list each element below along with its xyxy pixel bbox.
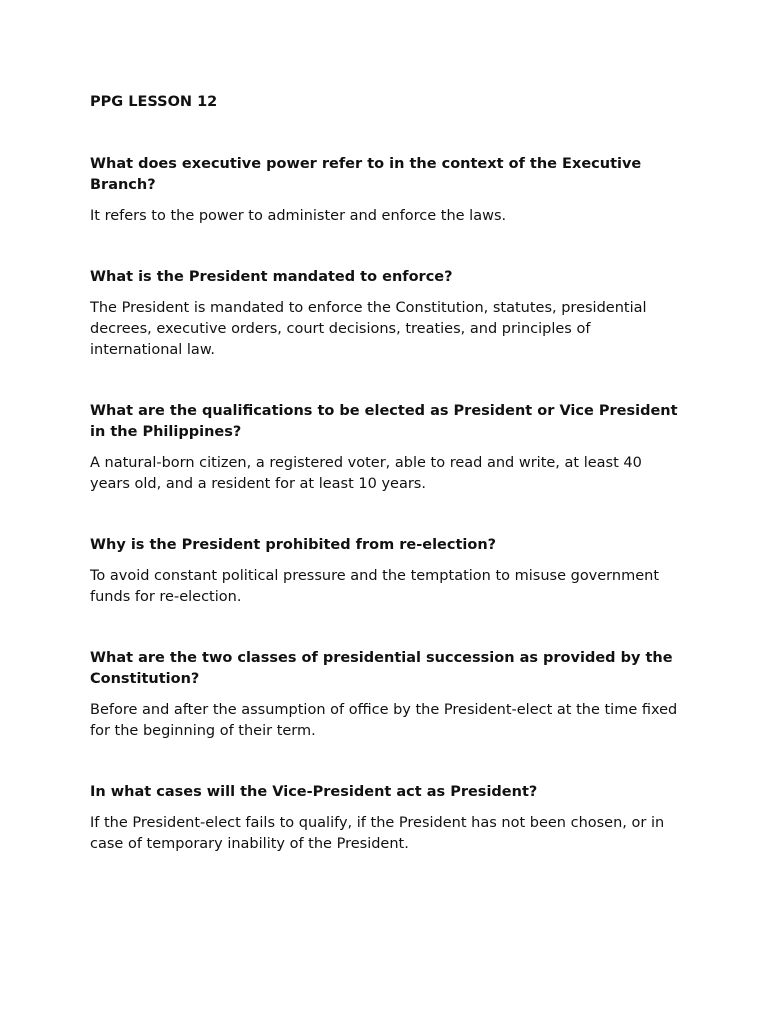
qa-item-3 bbox=[90, 401, 678, 495]
qa-item-1 bbox=[90, 154, 678, 227]
question-6: In what cases will the Vice-President act as President? bbox=[90, 784, 538, 800]
qa-list bbox=[90, 154, 678, 855]
answer-2: The President is mandated to enforce the Constitution, statutes, presidential decrees, executive orders, court decisions, treaties, and principles of international law. bbox=[90, 300, 647, 358]
qa-item-5 bbox=[90, 648, 678, 742]
answer-1: It refers to the power to administer and enforce the laws. bbox=[90, 208, 507, 224]
qa-item-2 bbox=[90, 267, 678, 361]
question-3: What are the qualifications to be elected as President or Vice President in the Philippines? bbox=[90, 403, 678, 440]
question-2: What is the President mandated to enforce? bbox=[90, 269, 453, 285]
document-title: PPG LESSON 12 bbox=[90, 94, 218, 110]
question-5: What are the two classes of presidential succession as provided by the Constitution? bbox=[90, 650, 673, 687]
answer-3: A natural-born citizen, a registered voter, able to read and write, at least 40 years old, and a resident for at least 10 years. bbox=[90, 455, 642, 492]
answer-4: To avoid constant political pressure and the temptation to misuse government funds for re-election. bbox=[90, 568, 660, 605]
qa-item-6 bbox=[90, 782, 678, 855]
answer-5: Before and after the assumption of office by the President-elect at the time fixed for the beginning of their term. bbox=[90, 702, 678, 739]
answer-6: If the President-elect fails to qualify, if the President has not been chosen, or in case of temporary inability of the President. bbox=[90, 815, 665, 852]
question-1: What does executive power refer to in the context of the Executive Branch? bbox=[90, 156, 642, 193]
qa-item-4 bbox=[90, 535, 678, 608]
question-4: Why is the President prohibited from re-election? bbox=[90, 537, 497, 553]
